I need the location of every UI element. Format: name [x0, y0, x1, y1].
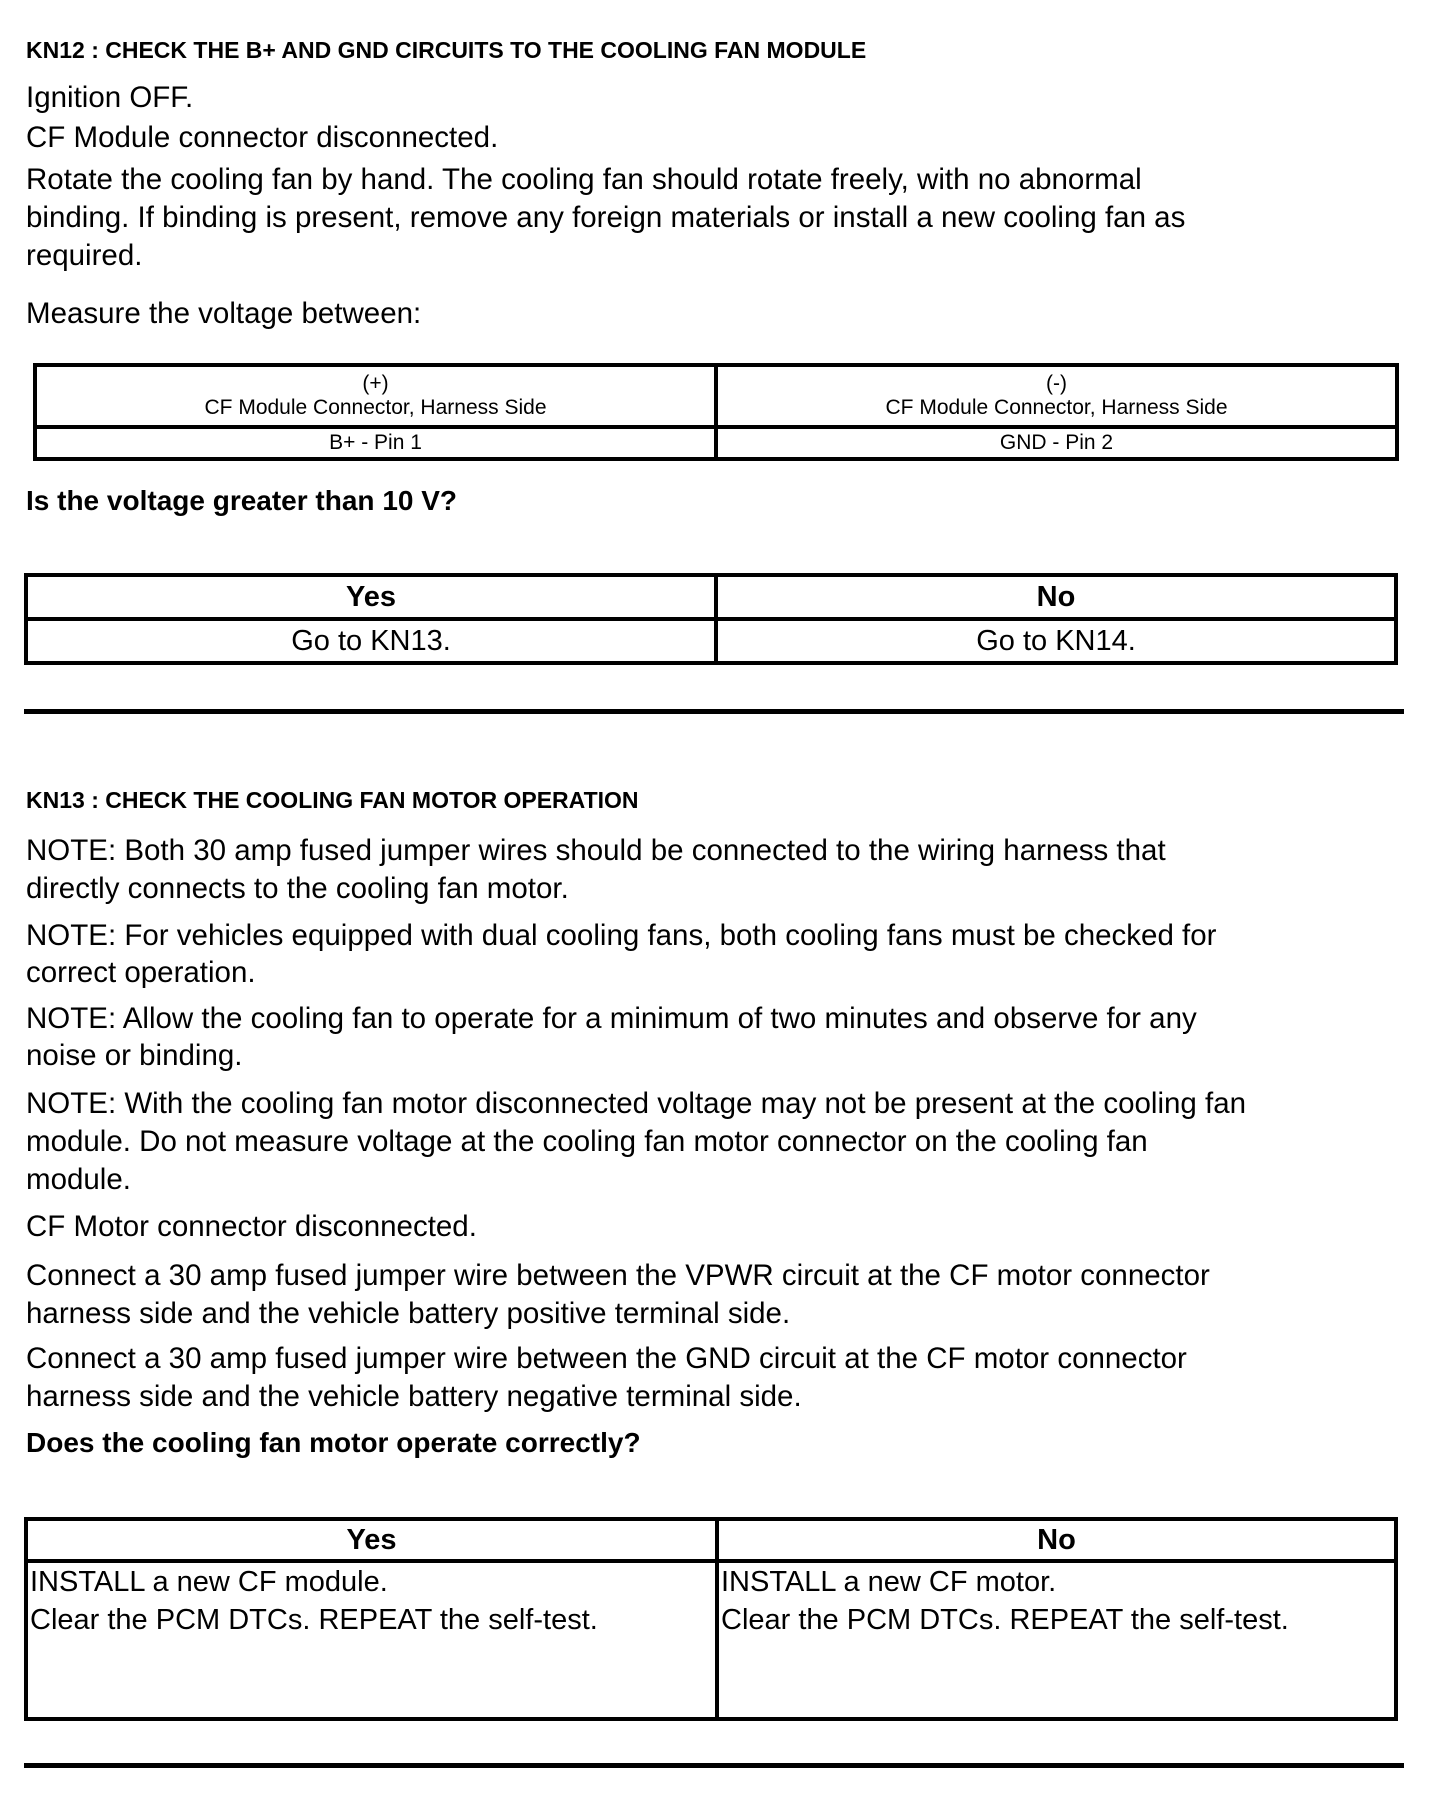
- kn13-no-header: No: [717, 1519, 1396, 1561]
- vpwr-line-1: Connect a 30 amp fused jumper wire between the VPWR circuit at the CF motor connector: [26, 1259, 1210, 1292]
- vpwr-line-2: harness side and the vehicle battery positive terminal side.: [26, 1297, 791, 1330]
- yes-clear-dtcs: Clear the PCM DTCs. REPEAT the self-test.: [30, 1604, 598, 1636]
- yes-install-module: INSTALL a new CF module.: [30, 1566, 388, 1598]
- kn12-result-table: [24, 573, 1398, 665]
- note4-line-2: module. Do not measure voltage at the cooling fan motor connector on the cooling fan: [26, 1125, 1148, 1158]
- step-cf-motor-disconnected: CF Motor connector disconnected.: [26, 1210, 477, 1243]
- kn12-result-action-row: [26, 619, 1396, 663]
- kn13-result-table: [24, 1517, 1398, 1721]
- measure-table: [33, 363, 1399, 461]
- plus-pin: B+ - Pin 1: [35, 427, 716, 459]
- kn12-yes-header: Yes: [26, 575, 716, 619]
- plus-label: (+): [362, 372, 389, 395]
- section-divider: [24, 709, 1404, 714]
- minus-location: CF Module Connector, Harness Side: [885, 396, 1228, 419]
- gnd-line-2: harness side and the vehicle battery negative terminal side.: [26, 1380, 802, 1413]
- bottom-divider: [24, 1763, 1404, 1768]
- minus-label: (-): [1046, 372, 1067, 395]
- note2-line-1: NOTE: For vehicles equipped with dual cooling fans, both cooling fans must be checked for: [26, 919, 1217, 952]
- no-install-motor: INSTALL a new CF motor.: [721, 1566, 1057, 1598]
- rotate-line-1: Rotate the cooling fan by hand. The cooling fan should rotate freely, with no abnormal: [26, 163, 1142, 196]
- kn13-question: Does the cooling fan motor operate correctly?: [26, 1427, 641, 1458]
- rotate-line-3: required.: [26, 239, 143, 272]
- note4-line-1: NOTE: With the cooling fan motor disconnected voltage may not be present at the cooling fan: [26, 1087, 1247, 1120]
- minus-pin: GND - Pin 2: [716, 427, 1397, 459]
- kn12-question: Is the voltage greater than 10 V?: [26, 485, 458, 516]
- measure-instruction: Measure the voltage between:: [26, 297, 422, 330]
- kn13-result-header-row: [26, 1519, 1396, 1561]
- kn13-result-action-row: [26, 1561, 1396, 1719]
- note4-line-3: module.: [26, 1163, 131, 1196]
- plus-probe-cell: [35, 365, 716, 427]
- kn13-yes-header: Yes: [26, 1519, 717, 1561]
- kn12-no-action[interactable]: Go to KN14.: [716, 619, 1396, 663]
- kn12-yes-action[interactable]: Go to KN13.: [26, 619, 716, 663]
- note1-line-1: NOTE: Both 30 amp fused jumper wires should be connected to the wiring harness that: [26, 834, 1166, 867]
- step-cf-module-disconnected: CF Module connector disconnected.: [26, 121, 499, 154]
- rotate-line-2: binding. If binding is present, remove any foreign materials or install a new cooling fan as: [26, 201, 1186, 234]
- no-clear-dtcs: Clear the PCM DTCs. REPEAT the self-test.: [721, 1604, 1289, 1636]
- kn12-result-header-row: [26, 575, 1396, 619]
- measure-table-header-row: [35, 365, 1397, 427]
- note1-line-2: directly connects to the cooling fan motor.: [26, 872, 569, 905]
- minus-probe-cell: [716, 365, 1397, 427]
- kn13-yes-action: [26, 1561, 717, 1719]
- kn13-no-action: [717, 1561, 1396, 1719]
- kn12-no-header: No: [716, 575, 1396, 619]
- kn13-heading: KN13 : CHECK THE COOLING FAN MOTOR OPERATION: [26, 787, 639, 813]
- measure-table-pin-row: [35, 427, 1397, 459]
- note3-line-1: NOTE: Allow the cooling fan to operate for a minimum of two minutes and observe for any: [26, 1002, 1197, 1035]
- plus-location: CF Module Connector, Harness Side: [204, 396, 547, 419]
- kn12-heading: KN12 : CHECK THE B+ AND GND CIRCUITS TO THE COOLING FAN MODULE: [26, 37, 867, 63]
- note2-line-2: correct operation.: [26, 956, 256, 989]
- step-ignition-off: Ignition OFF.: [26, 81, 194, 114]
- gnd-line-1: Connect a 30 amp fused jumper wire between the GND circuit at the CF motor connector: [26, 1342, 1187, 1375]
- note3-line-2: noise or binding.: [26, 1039, 243, 1072]
